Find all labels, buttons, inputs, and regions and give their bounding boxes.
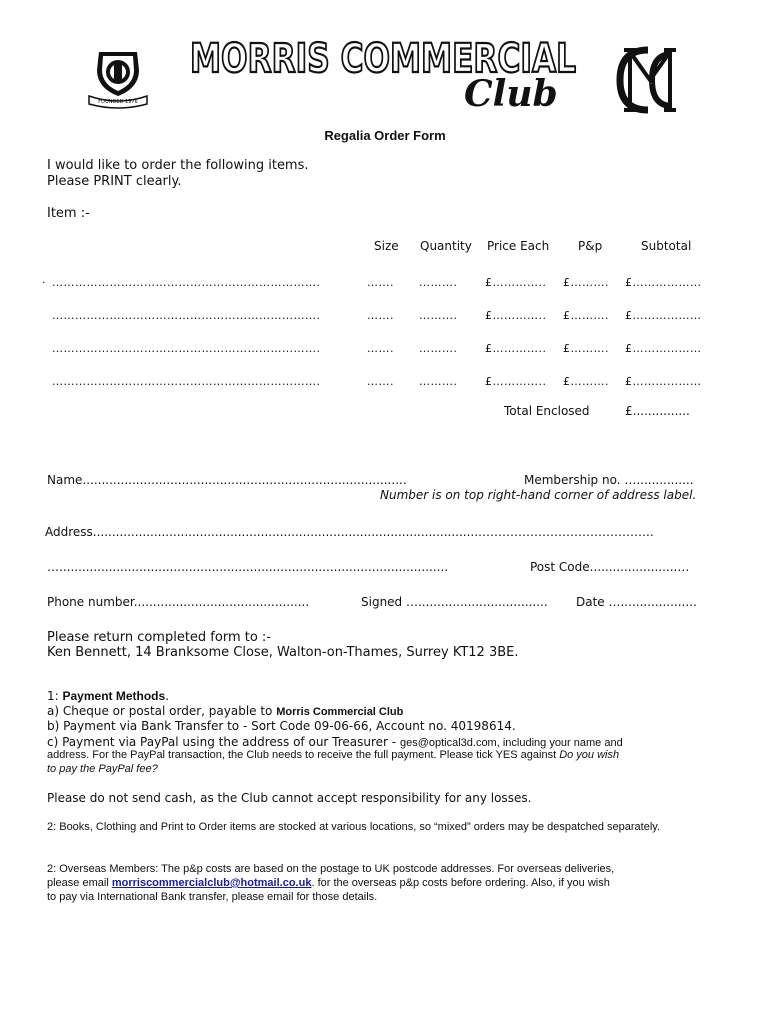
address-line-2-field[interactable]: …...................................................................................................... [47, 560, 449, 574]
club-emblem-icon [85, 46, 151, 108]
intro-line-1: I would like to order the following items. [47, 158, 309, 173]
payment-a-text: a) Cheque or postal order, payable to [47, 704, 277, 718]
row-qty-field[interactable]: ………. [419, 276, 458, 289]
payment-c-line-2-text: address. For the PayPal transaction, the Club needs to receive the full payment. Please tick YES against [47, 749, 560, 761]
payment-heading [47, 689, 169, 703]
phone-field[interactable]: Phone number.............................................. [47, 595, 310, 609]
return-address: Ken Bennett, 14 Branksome Close, Walton-on-Thames, Surrey KT12 3BE. [47, 645, 519, 660]
row-size-field[interactable]: ……. [367, 342, 394, 355]
col-subtotal: Subtotal [641, 239, 692, 253]
monogram-text: MCC [650, 84, 653, 85]
row-size-field[interactable]: ……. [367, 375, 394, 388]
row-qty-field[interactable]: ………. [419, 375, 458, 388]
row-price-field[interactable]: £………….. [485, 375, 547, 388]
address-field[interactable]: Address.....................................................................................................…………………………………….. [45, 525, 654, 539]
name-field[interactable]: Name..................................................................................... [47, 473, 407, 487]
row-price-field[interactable]: £………….. [485, 342, 547, 355]
payment-option-b: b) Payment via Bank Transfer to - Sort Code 09-06-66, Account no. 40198614. [47, 719, 516, 733]
row-size-field[interactable]: ……. [367, 309, 394, 322]
col-price-each: Price Each [487, 239, 550, 253]
brand-sub: Club [464, 73, 558, 115]
col-quantity: Quantity [420, 239, 472, 253]
row-subtotal-field[interactable]: £……………… [625, 276, 702, 289]
row-size-field[interactable]: ……. [367, 276, 394, 289]
row-pp-field[interactable]: £………. [563, 342, 609, 355]
no-cash-notice: Please do not send cash, as the Club cannot accept responsibility for any losses. [47, 791, 532, 805]
payment-option-c-line-3: to pay the PayPal fee? [47, 763, 158, 775]
mcc-monogram-icon [610, 44, 690, 116]
payment-option-a [47, 704, 403, 718]
col-size: Size [374, 239, 399, 253]
total-label: Total Enclosed [504, 404, 590, 418]
row-price-field[interactable]: £………….. [485, 309, 547, 322]
brand-main: MORRIS COMMERCIAL [190, 36, 576, 82]
row-pp-field[interactable]: £………. [563, 276, 609, 289]
overseas-email-prefix: please email [47, 877, 112, 889]
signed-field[interactable]: Signed ….................................. [361, 595, 548, 609]
payment-c-line-2-italic: Do you wish [559, 749, 620, 761]
overseas-email-suffix: . for the overseas p&p costs before ordering. Also, if you wish [311, 877, 610, 889]
return-line-1: Please return completed form to :- [47, 630, 272, 645]
date-field[interactable]: Date ….................... [576, 595, 697, 609]
payment-option-c-line-2 [47, 749, 619, 761]
stock-notice: 2: Books, Clothing and Print to Order items are stocked at various locations, so “mixed” orders may be despatched separately. [47, 821, 661, 833]
membership-note: Number is on top right-hand corner of address label. [380, 488, 697, 502]
club-email-link[interactable]: morriscommercialclub@hotmail.co.uk [111, 877, 312, 889]
payment-option-c [47, 735, 623, 749]
payment-heading-text: Payment Methods [62, 689, 166, 703]
row-subtotal-field[interactable]: £……………… [625, 375, 702, 388]
intro-line-2: Please PRINT clearly. [47, 174, 182, 189]
club-title-logo [188, 28, 580, 115]
total-field[interactable]: £............... [625, 404, 690, 418]
row-item-field[interactable]: ……………………………………………………………. [52, 276, 321, 289]
emblem-text: FOUNDED 1976 [98, 99, 138, 105]
row-item-field[interactable]: ……………………………………………………………. [52, 375, 321, 388]
row-item-field[interactable]: ……………………………………………………………. [52, 309, 321, 322]
row-pp-field[interactable]: £………. [563, 309, 609, 322]
row-subtotal-field[interactable]: £……………… [625, 342, 702, 355]
postcode-field[interactable]: Post Code.......................… [530, 560, 690, 574]
col-pp: P&p [578, 239, 603, 253]
item-label: Item :- [47, 206, 90, 221]
row-pp-field[interactable]: £………. [563, 375, 609, 388]
row-qty-field[interactable]: ………. [419, 342, 458, 355]
row-subtotal-field[interactable]: £……………… [625, 309, 702, 322]
payment-c-text: c) Payment via PayPal using the address of our Treasurer - [47, 735, 400, 749]
row-bullet: · [42, 276, 46, 289]
payment-a-payee: Morris Commercial Club [276, 706, 404, 718]
row-price-field[interactable]: £………….. [485, 276, 547, 289]
overseas-notice-line-3: to pay via International Bank transfer, please email for those details. [47, 891, 378, 903]
overseas-notice-line-2 [47, 877, 610, 889]
payment-c-treasurer: ges@optical3d.com, including your name and [399, 737, 623, 749]
row-item-field[interactable]: ……………………………………………………………. [52, 342, 321, 355]
membership-field[interactable]: Membership no. …............... [524, 473, 694, 487]
row-qty-field[interactable]: ………. [419, 309, 458, 322]
payment-heading-number: 1: [47, 689, 63, 703]
form-title: Regalia Order Form [324, 128, 446, 143]
overseas-notice-line-1: 2: Overseas Members: The p&p costs are based on the postage to UK postcode addresses. For overseas deliveries, [47, 863, 615, 875]
payment-heading-end: . [165, 689, 170, 703]
